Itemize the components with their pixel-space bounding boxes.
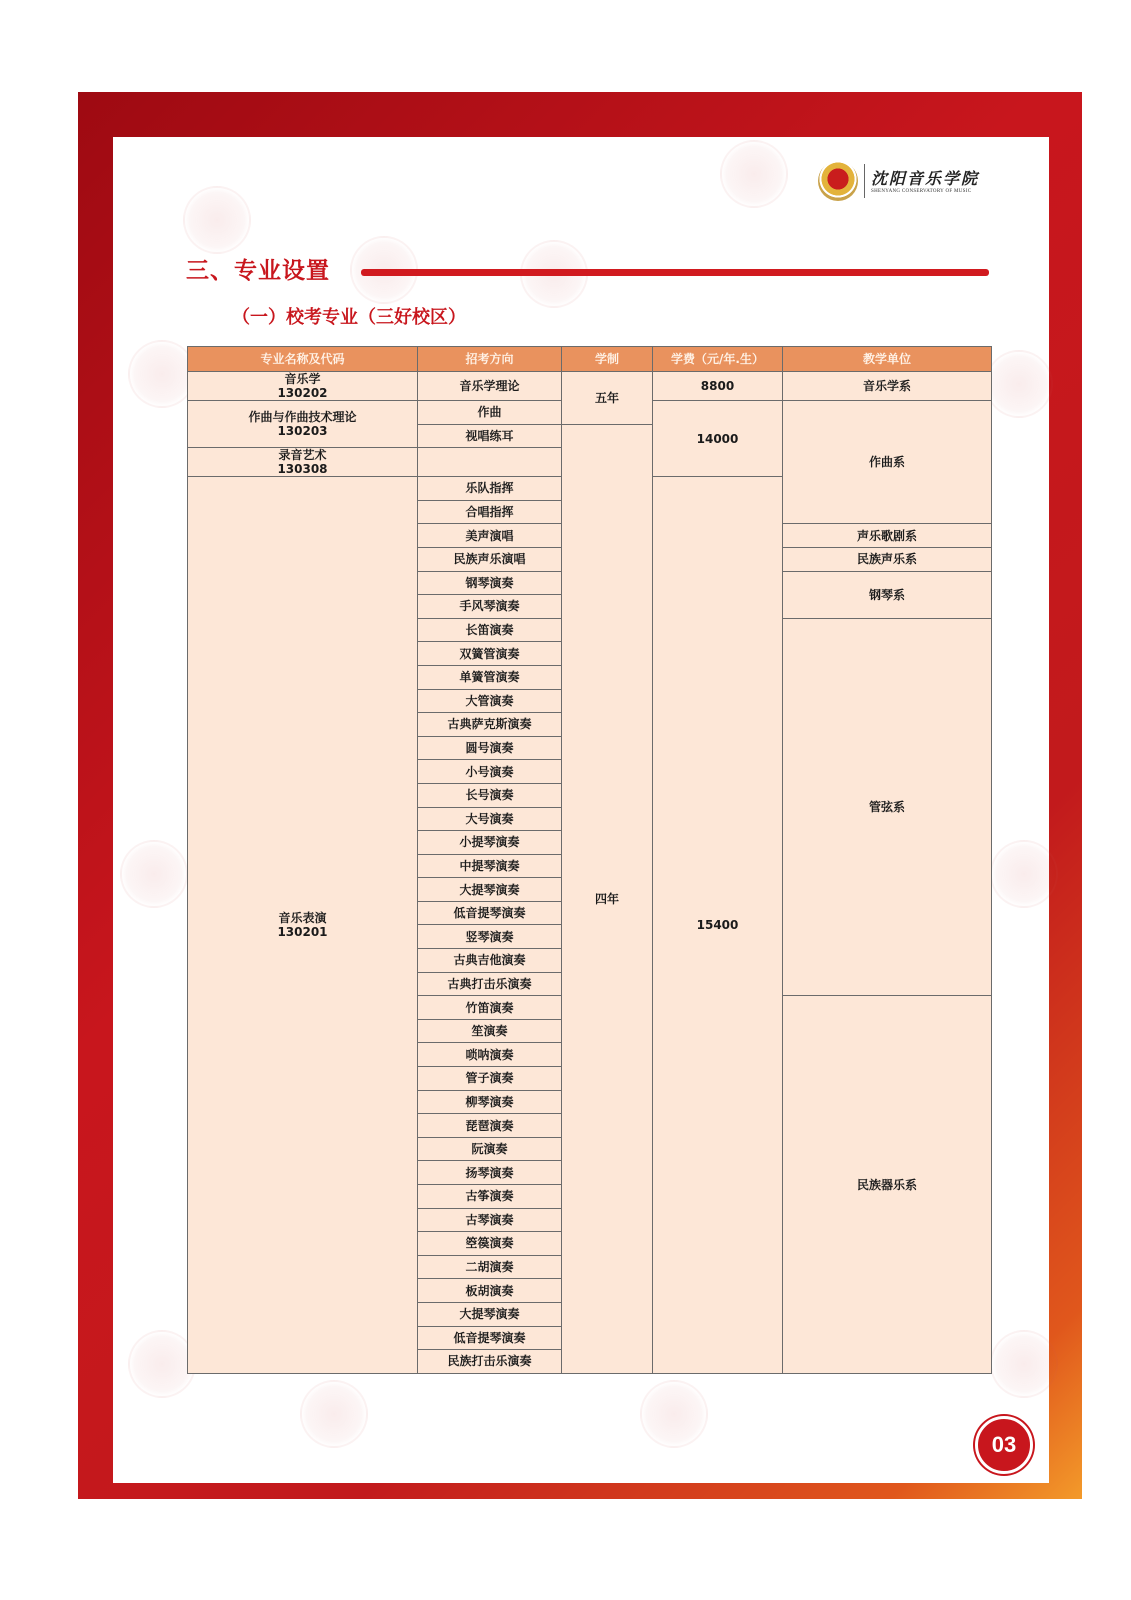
direction-cell: 大提琴演奏 <box>418 1302 562 1326</box>
unit-cell: 民族器乐系 <box>783 996 992 1374</box>
header-duration: 学制 <box>562 347 653 372</box>
watermark-seal-icon <box>128 340 196 408</box>
direction-cell: 长笛演奏 <box>418 618 562 642</box>
direction-cell: 古典萨克斯演奏 <box>418 713 562 737</box>
watermark-seal-icon <box>985 350 1053 418</box>
direction-cell: 民族声乐演唱 <box>418 547 562 571</box>
major-name: 作曲与作曲技术理论 <box>248 410 357 425</box>
watermark-seal-icon <box>300 1380 368 1448</box>
direction-cell: 二胡演奏 <box>418 1255 562 1279</box>
sub-title: （一）校考专业（三好校区） <box>232 307 466 328</box>
direction-cell: 大提琴演奏 <box>418 878 562 902</box>
direction-cell: 合唱指挥 <box>418 500 562 524</box>
major-cell <box>188 401 418 448</box>
major-code: 130202 <box>277 386 328 400</box>
direction-cell: 琵琶演奏 <box>418 1114 562 1138</box>
direction-cell: 乐队指挥 <box>418 477 562 501</box>
direction-cell: 竹笛演奏 <box>418 996 562 1020</box>
direction-cell: 中提琴演奏 <box>418 854 562 878</box>
direction-cell: 古典打击乐演奏 <box>418 972 562 996</box>
direction-cell: 板胡演奏 <box>418 1279 562 1303</box>
watermark-seal-icon <box>128 1330 196 1398</box>
major-cell <box>188 372 418 401</box>
unit-cell: 管弦系 <box>783 618 992 996</box>
direction-cell: 手风琴演奏 <box>418 595 562 619</box>
direction-cell: 小提琴演奏 <box>418 831 562 855</box>
unit-cell: 民族声乐系 <box>783 547 992 571</box>
unit-cell: 钢琴系 <box>783 571 992 618</box>
major-cell <box>188 448 418 477</box>
direction-cell: 音乐学理论 <box>418 372 562 401</box>
direction-cell: 竖琴演奏 <box>418 925 562 949</box>
school-logo <box>818 160 979 202</box>
logo-name-cn: 沈阳音乐学院 <box>871 168 980 188</box>
major-cell <box>188 477 418 1374</box>
section-title: 三、专业设置 <box>186 258 330 284</box>
page-number: 03 <box>975 1416 1033 1474</box>
watermark-seal-icon <box>640 1380 708 1448</box>
fee-cell: 14000 <box>653 401 783 477</box>
direction-cell: 美声演唱 <box>418 524 562 548</box>
fee-cell: 15400 <box>653 477 783 1374</box>
direction-cell <box>418 448 562 477</box>
header-fee: 学费（元/年.生） <box>653 347 783 372</box>
direction-cell: 钢琴演奏 <box>418 571 562 595</box>
direction-cell: 阮演奏 <box>418 1137 562 1161</box>
fee-cell: 8800 <box>653 372 783 401</box>
unit-cell: 声乐歌剧系 <box>783 524 992 548</box>
direction-cell: 单簧管演奏 <box>418 665 562 689</box>
header-direction: 招考方向 <box>418 347 562 372</box>
major-name: 录音艺术 <box>278 448 327 463</box>
direction-cell: 作曲 <box>418 401 562 425</box>
table-header-row <box>188 347 992 372</box>
major-code: 130203 <box>277 424 328 439</box>
header-unit: 教学单位 <box>783 347 992 372</box>
duration-cell: 五年 <box>562 372 653 425</box>
watermark-seal-icon <box>990 840 1058 908</box>
direction-cell: 柳琴演奏 <box>418 1090 562 1114</box>
direction-cell: 古琴演奏 <box>418 1208 562 1232</box>
direction-cell: 长号演奏 <box>418 783 562 807</box>
logo-divider <box>864 164 865 198</box>
direction-cell: 古典吉他演奏 <box>418 949 562 973</box>
direction-cell: 低音提琴演奏 <box>418 901 562 925</box>
title-rule <box>361 269 989 276</box>
direction-cell: 大管演奏 <box>418 689 562 713</box>
direction-cell: 箜篌演奏 <box>418 1232 562 1256</box>
major-code: 130308 <box>277 462 328 477</box>
major-name: 音乐表演 <box>278 910 327 925</box>
major-name: 音乐学 <box>284 372 321 386</box>
direction-cell: 管子演奏 <box>418 1067 562 1091</box>
unit-cell: 音乐学系 <box>783 372 992 401</box>
direction-cell: 笙演奏 <box>418 1019 562 1043</box>
direction-cell: 民族打击乐演奏 <box>418 1350 562 1374</box>
header-major: 专业名称及代码 <box>188 347 418 372</box>
major-code: 130201 <box>277 924 328 939</box>
logo-text <box>871 169 979 194</box>
unit-cell: 作曲系 <box>783 401 992 524</box>
duration-cell: 四年 <box>562 424 653 1373</box>
direction-cell: 圆号演奏 <box>418 736 562 760</box>
direction-cell: 扬琴演奏 <box>418 1161 562 1185</box>
watermark-seal-icon <box>990 1330 1058 1398</box>
majors-table <box>187 346 992 1374</box>
direction-cell: 视唱练耳 <box>418 424 562 448</box>
direction-cell: 古筝演奏 <box>418 1185 562 1209</box>
watermark-seal-icon <box>183 186 251 254</box>
direction-cell: 小号演奏 <box>418 760 562 784</box>
watermark-seal-icon <box>120 840 188 908</box>
watermark-seal-icon <box>720 140 788 208</box>
logo-name-en: SHENYANG CONSERVATORY OF MUSIC <box>871 188 972 194</box>
direction-cell: 低音提琴演奏 <box>418 1326 562 1350</box>
direction-cell: 大号演奏 <box>418 807 562 831</box>
direction-cell: 双簧管演奏 <box>418 642 562 666</box>
direction-cell: 唢呐演奏 <box>418 1043 562 1067</box>
school-seal-icon <box>818 161 858 201</box>
